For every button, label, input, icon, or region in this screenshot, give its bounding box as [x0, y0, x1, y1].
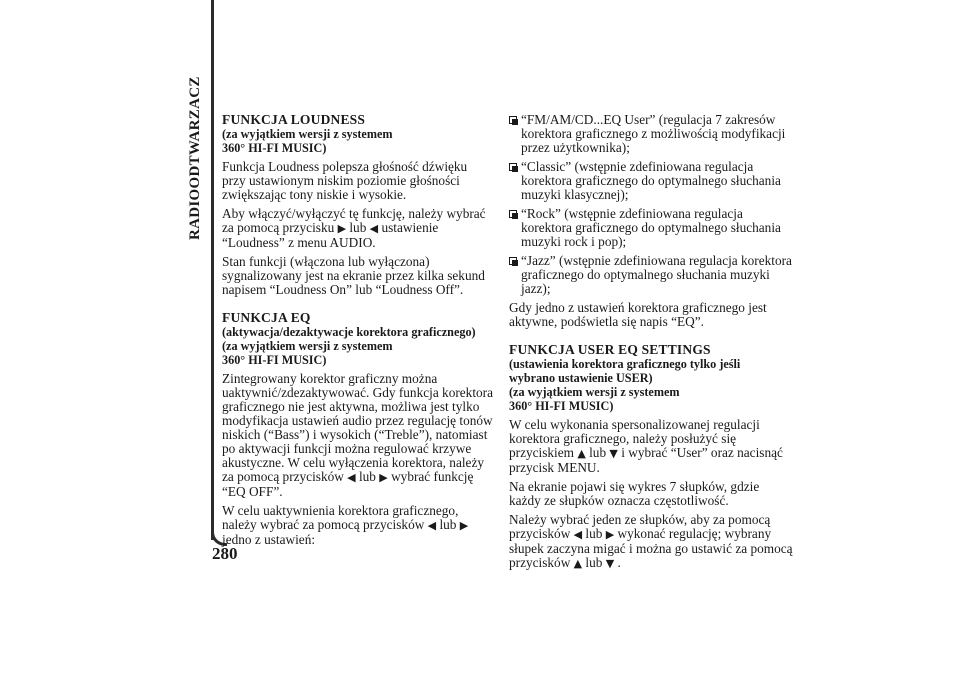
checkbox-bullet-icon [509, 116, 517, 124]
checkbox-bullet-icon [509, 210, 517, 218]
eq-heading: FUNKCJA EQ [222, 310, 311, 325]
eq-active-paragraph: Gdy jedno z ustawień korektora graficznego jest aktywne, podświetla się napis “EQ”. [509, 300, 767, 329]
left-column [222, 113, 494, 552]
right-arrow-icon: ▶ [379, 471, 388, 484]
page-number: 280 [212, 544, 238, 563]
user-eq-paragraph: W celu wykonania spersonalizowanej regulacji korektora graficznego, należy posłużyć się przyciskiem ▲ lub ▼ i wybrać “User” oraz nacisnąć przycisk MENU. [509, 417, 783, 475]
right-arrow-icon: ▶ [459, 519, 469, 532]
up-arrow-icon: ▲ [577, 447, 586, 460]
loudness-heading: FUNKCJA LOUDNESS [222, 112, 366, 127]
eq-subheading-2: (za wyjątkiem wersji z systemem [222, 339, 393, 353]
user-eq-subheading-2: wybrano ustawienie USER) [509, 371, 653, 385]
loudness-subheading-2: 360° HI-FI MUSIC) [222, 141, 327, 155]
loudness-subheading: (za wyjątkiem wersji z systemem [222, 127, 393, 141]
eq-activate-paragraph: W celu uaktywnienia korektora graficznego, należy wybrać za pomocą przycisków ◀ lub ▶ jedno z ustawień: [222, 503, 469, 547]
down-arrow-icon: ▼ [609, 447, 618, 460]
user-eq-chart-paragraph: Na ekranie pojawi się wykres 7 słupków, gdzie każdy ze słupków oznacza częstotliwość. [509, 479, 760, 508]
section-tab-label: RADIOODTWARZACZ [187, 76, 203, 240]
right-arrow-icon: ▶ [605, 528, 615, 541]
down-arrow-icon: ▼ [605, 557, 615, 570]
eq-subheading: (aktywacja/dezaktywacje korektora graficznego) [222, 325, 476, 339]
left-arrow-icon: ◀ [347, 471, 356, 484]
eq-paragraph: Zintegrowany korektor graficzny można uaktywnić/zdezaktywować. Gdy funkcja korektora graficznego nie jest aktywna, możliwa jest tylko modyfikacja ustawień audio przez regulację tonów niskich (“Bass”) i wysokich (“Treble”), natomiast po aktywacji funkcji można regulować krzywe akustyczne. W celu wyłączenia korektora, należy za pomocą przycisków ◀ lub ▶ wybrać funkcję “EQ OFF”. [222, 371, 494, 499]
up-arrow-icon: ▲ [573, 557, 583, 570]
left-arrow-icon: ◀ [573, 528, 583, 541]
list-item: “Classic” (wstępnie zdefiniowana regulacja korektora graficznego do optymalnego słuchania muzyki klasycznej); [509, 160, 794, 202]
loudness-toggle-paragraph: Aby włączyć/wyłączyć tę funkcję, należy wybrać za pomocą przycisku ▶ lub ◀ ustawienie “Loudness” z menu AUDIO. [222, 206, 486, 250]
user-eq-subheading-4: 360° HI-FI MUSIC) [509, 399, 614, 413]
loudness-status-paragraph: Stan funkcji (włączona lub wyłączona) sygnalizowany jest na ekranie przez kilka sekund napisem “Loudness On” lub “Loudness Off”. [222, 254, 485, 297]
list-item: “Jazz” (wstępnie zdefiniowana regulacja korektora graficznego do optymalnego słuchania muzyki jazz); [509, 254, 794, 296]
right-column [509, 113, 794, 576]
user-eq-subheading: (ustawienia korektora graficznego tylko jeśli [509, 357, 741, 371]
right-arrow-icon: ▶ [337, 222, 347, 235]
user-eq-subheading-3: (za wyjątkiem wersji z systemem [509, 385, 680, 399]
checkbox-bullet-icon [509, 257, 517, 265]
sidebar-rule [211, 0, 214, 540]
left-arrow-icon: ◀ [427, 519, 437, 532]
loudness-paragraph: Funkcja Loudness polepsza głośność dźwięku przy ustawionym niskim poziomie głośności zwiększając tony niskie i wysokie. [222, 159, 468, 202]
checkbox-bullet-icon [509, 163, 517, 171]
user-eq-heading: FUNKCJA USER EQ SETTINGS [509, 342, 711, 357]
left-arrow-icon: ◀ [369, 222, 379, 235]
list-item: “FM/AM/CD...EQ User” (regulacja 7 zakresów korektora graficznego z możliwością modyfikacji przez użytkownika); [509, 113, 794, 155]
eq-subheading-3: 360° HI-FI MUSIC) [222, 353, 327, 367]
list-item: “Rock” (wstępnie zdefiniowana regulacja korektora graficznego do optymalnego słuchania muzyki rock i pop); [509, 207, 794, 249]
user-eq-adjust-paragraph: Należy wybrać jeden ze słupków, aby za pomocą przycisków ◀ lub ▶ wykonać regulację; wybrany słupek zaczyna migać i można go ustawić za pomocą przycisków ▲ lub ▼ . [509, 512, 793, 570]
